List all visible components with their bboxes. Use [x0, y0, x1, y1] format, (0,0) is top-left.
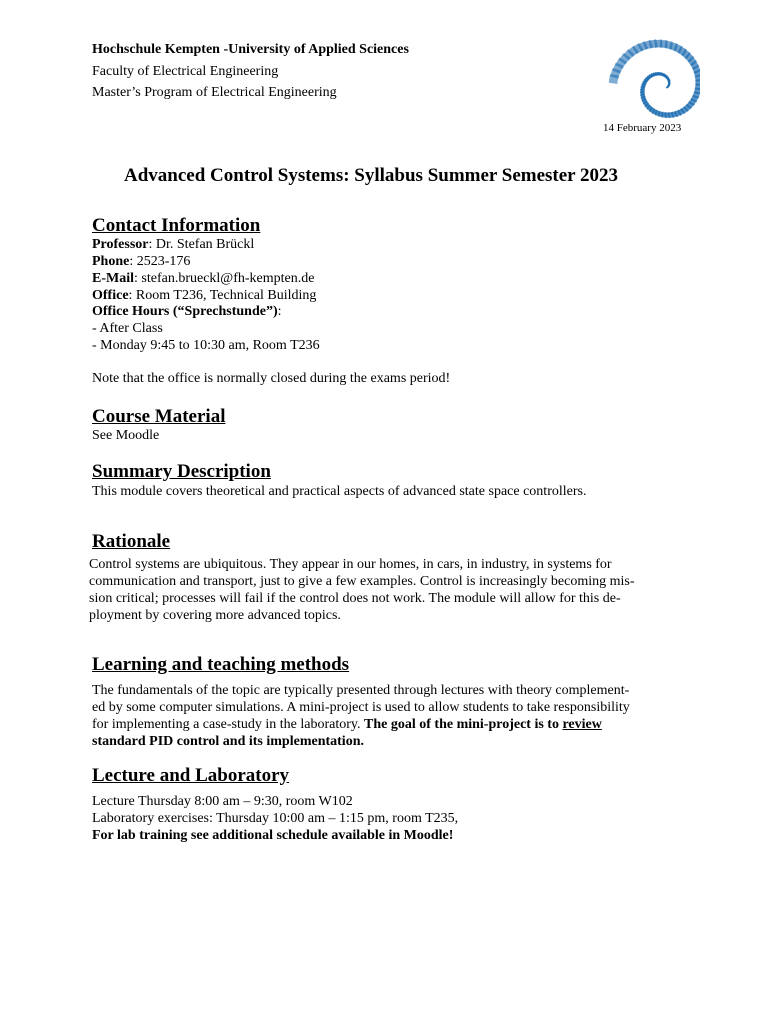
methods-line: ed by some computer simulations. A mini-project is used to allow students to take responsibility: [92, 699, 630, 715]
office-label: Office: [92, 288, 129, 303]
office-value: Room T236, Technical Building: [135, 288, 317, 303]
goal-text-continued: standard PID control and its implementation.: [92, 733, 364, 749]
office-hours-item: - Monday 9:45 to 10:30 am, Room T236: [92, 338, 320, 353]
office-closed-note: Note that the office is normally closed during the exams period!: [92, 371, 451, 386]
rationale-line: Control systems are ubiquitous. They appear in our homes, in cars, in industry, in systems for: [89, 557, 612, 572]
lab-time: Laboratory exercises: Thursday 10:00 am – 1:15 pm, room T235,: [92, 810, 459, 826]
page-title: Advanced Control Systems: Syllabus Summer Semester 2023: [124, 165, 619, 186]
goal-text: The goal of the mini-project is to: [364, 716, 559, 732]
phone-label: Phone: [92, 254, 130, 269]
rationale-text: [89, 557, 635, 625]
rationale-line: ployment by covering more advanced topics.: [89, 607, 341, 623]
phone-value: 2523-176: [136, 254, 191, 269]
office-line: Office: Room T236, Technical Building: [92, 288, 317, 303]
goal-review-text: review: [562, 716, 602, 732]
rationale-line: sion critical; processes will fail if the control does not work. The module will allow for this de-: [89, 590, 621, 606]
professor-line: Professor: Dr. Stefan Brückl: [92, 237, 255, 252]
office-hours-label: Office Hours (“Sprechstunde”): [92, 304, 278, 319]
document-date: 14 February 2023: [603, 122, 682, 134]
lecture-heading: Lecture and Laboratory: [92, 765, 290, 786]
university-name: Hochschule Kempten -University of Applied Sciences: [92, 42, 409, 57]
methods-line: [92, 717, 630, 734]
email-value: stefan.brueckl@fh-kempten.de: [141, 271, 315, 286]
professor-label: Professor: [92, 237, 149, 252]
office-hours-line: Office Hours (“Sprechstunde”):: [92, 304, 282, 319]
contact-heading: Contact Information: [92, 215, 261, 236]
methods-text: [92, 683, 630, 751]
methods-heading: Learning and teaching methods: [92, 654, 350, 675]
rationale-line: communication and transport, just to give a few examples. Control is increasingly becoming mis-: [89, 573, 635, 589]
phone-line: Phone: 2523-176: [92, 254, 191, 269]
course-material-text: See Moodle: [92, 428, 160, 443]
lecture-text: [92, 794, 458, 845]
summary-text: This module covers theoretical and practical aspects of advanced state space controllers.: [92, 484, 587, 499]
summary-heading: Summary Description: [92, 461, 271, 482]
email-line: E-Mail: stefan.brueckl@fh-kempten.de: [92, 271, 315, 286]
lab-note: For lab training see additional schedule available in Moodle!: [92, 827, 454, 843]
office-hours-item: - After Class: [92, 321, 163, 336]
methods-line: The fundamentals of the topic are typically presented through lectures with theory complement-: [92, 683, 630, 698]
email-label: E-Mail: [92, 271, 134, 286]
rationale-heading: Rationale: [92, 531, 171, 552]
course-material-heading: Course Material: [92, 406, 226, 427]
lecture-time: Lecture Thursday 8:00 am – 9:30, room W102: [92, 794, 353, 809]
faculty-name: Faculty of Electrical Engineering: [92, 64, 279, 79]
professor-value: Dr. Stefan Brückl: [155, 237, 255, 252]
methods-line-text: for implementing a case-study in the laboratory.: [92, 716, 361, 732]
program-name: Master’s Program of Electrical Engineering: [92, 85, 337, 100]
blue-square-swirl-logo-icon: [605, 27, 700, 127]
